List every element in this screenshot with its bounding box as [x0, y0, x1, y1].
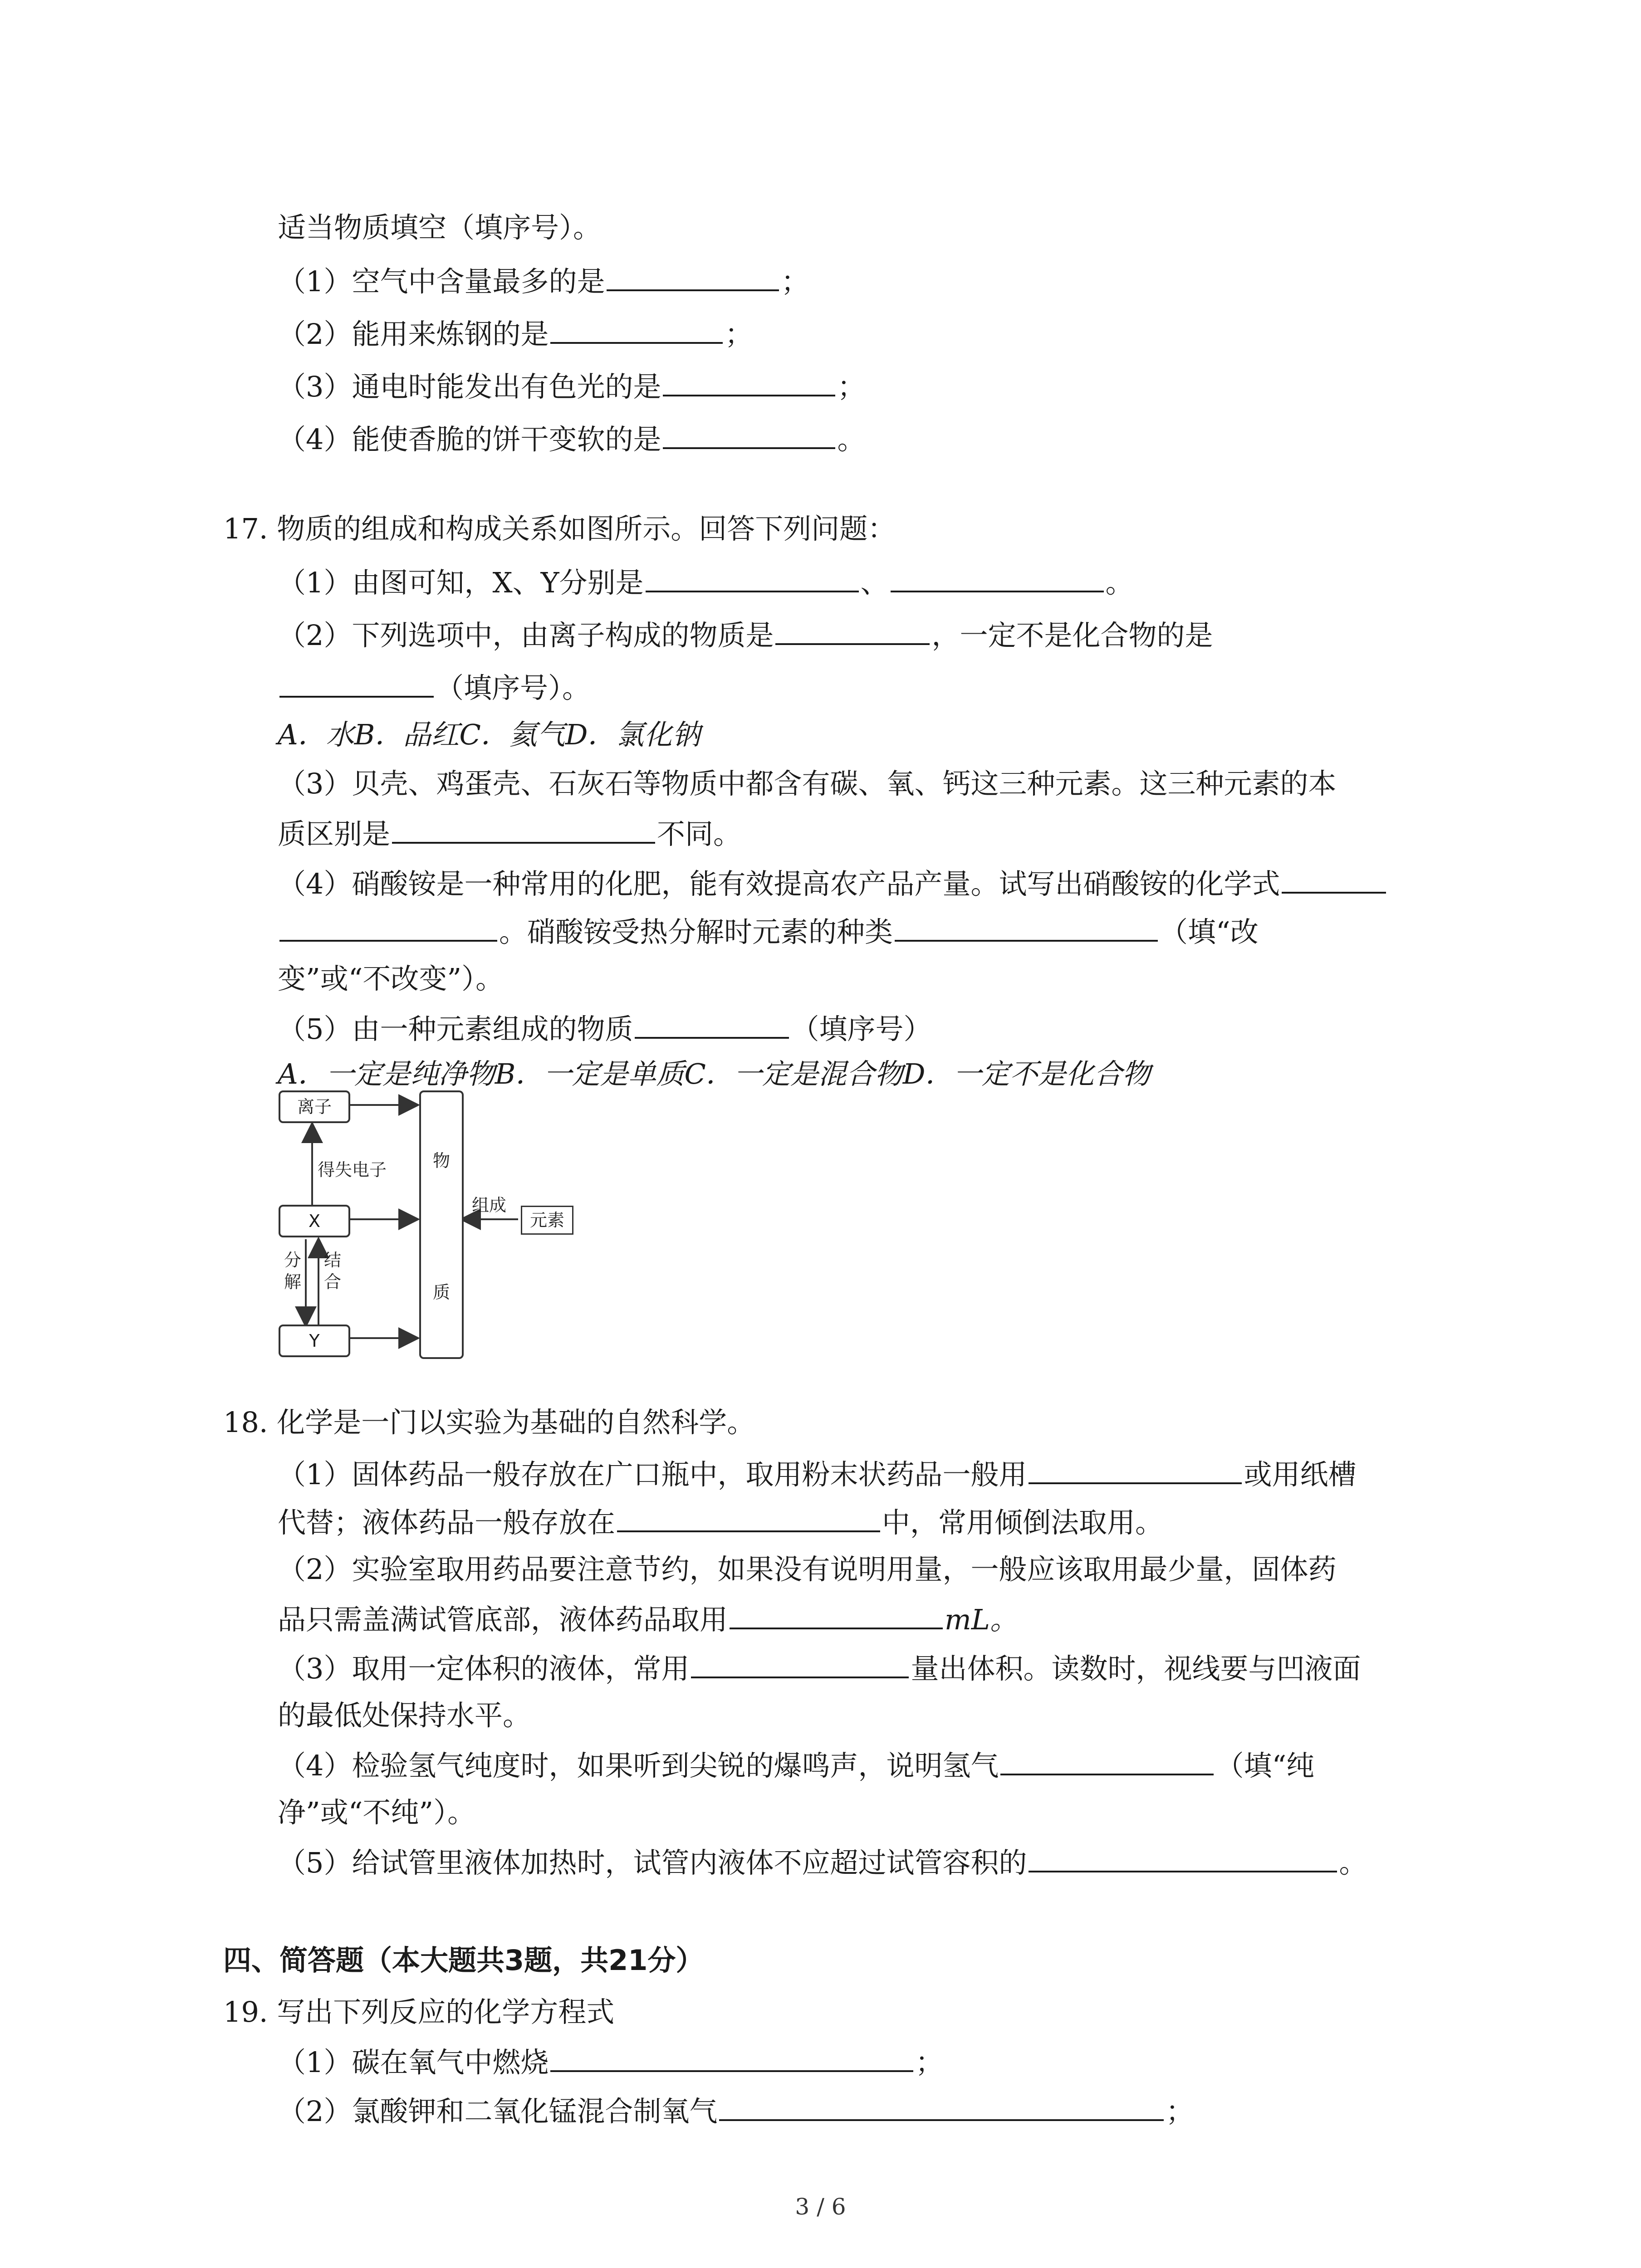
q16-item-3-text: （3）通电时能发出有色光的是 [278, 370, 661, 403]
answer-blank[interactable] [550, 2043, 913, 2072]
q19-p1-end: ； [915, 2046, 944, 2079]
q17-part-1 [278, 563, 1134, 601]
answer-blank[interactable] [646, 563, 859, 592]
q18-p1-text: （1）固体药品一般存放在广口瓶中，取用粉末状药品一般用 [278, 1458, 1027, 1491]
q17-p1-sep: 、 [860, 566, 889, 599]
q17-part-5-options: A．一定是纯净物B．一定是单质C．一定是混合物D．一定不是化合物 [278, 1057, 1151, 1090]
answer-blank[interactable] [663, 420, 835, 449]
q17-part-5 [278, 1010, 931, 1047]
q17-part-4-line3: 变”或“不改变”）。 [278, 962, 504, 995]
section-heading: 四、简答题（本大题共3题，共21分） [223, 1944, 704, 1977]
q18-p3-text: （3）取用一定体积的液体，常用 [278, 1652, 690, 1685]
q17-p5-end: （填序号） [791, 1012, 932, 1046]
q16-item-4 [278, 420, 865, 458]
q17-p4-mid: 。硝酸铵受热分解时元素的种类 [499, 915, 893, 948]
answer-blank[interactable] [663, 367, 835, 396]
element-box: 元素 [521, 1206, 573, 1235]
q17-p1-text: （1）由图可知，X、Y分别是 [278, 566, 644, 599]
q16-item-2-text: （2）能用来炼钢的是 [278, 318, 549, 351]
answer-blank[interactable] [691, 1649, 909, 1678]
q18-p2-text: 品只需盖满试管底部，液体药品取用 [278, 1603, 728, 1636]
q18-p1-line2-text: 代替；液体药品一般存放在 [278, 1506, 616, 1539]
substance-box [419, 1090, 464, 1359]
q17-part-4-line1 [278, 865, 1388, 902]
gain-lose-electron-label: 得失电子 [318, 1160, 387, 1180]
q17-p3-text: 质区别是 [278, 817, 391, 850]
q16-item-1-text: （1）空气中含量最多的是 [278, 265, 605, 298]
answer-blank[interactable] [1029, 1455, 1242, 1484]
q17-p1-end: 。 [1105, 566, 1134, 599]
q18-p3-end: 量出体积。读数时，视线要与凹液面 [911, 1652, 1361, 1685]
x-box: X [279, 1205, 350, 1237]
q16-item-2 [278, 315, 753, 352]
substance-char-bottom: 质 [432, 1282, 450, 1302]
q18-p2-unit: mL。 [945, 1603, 1018, 1636]
answer-blank[interactable] [1000, 1746, 1214, 1775]
q17-p2-text: （2）下列选项中，由离子构成的物质是 [278, 619, 774, 652]
q19-title: 19. 写出下列反应的化学方程式 [223, 1995, 615, 2028]
answer-blank[interactable] [895, 913, 1158, 942]
q18-part-1-line2 [278, 1503, 1163, 1541]
q16-item-4-end: 。 [837, 423, 866, 456]
q19-p2-text: （2）氯酸钾和二氧化锰混合制氧气 [278, 2095, 718, 2128]
q17-p4-end: （填“改 [1160, 915, 1259, 948]
q18-part-3-line1 [278, 1649, 1361, 1687]
q18-part-4-line2: 净”或“不纯”）。 [278, 1796, 476, 1829]
q17-p5-text: （5）由一种元素组成的物质 [278, 1012, 633, 1046]
q17-p4-text: （4）硝酸铵是一种常用的化肥，能有效提高农产品产量。试写出硝酸铵的化学式 [278, 867, 1280, 900]
q17-title: 17. 物质的组成和构成关系如图所示。回答下列问题： [223, 512, 896, 545]
q18-part-4-line1 [278, 1746, 1314, 1784]
q19-part-2 [278, 2092, 1194, 2130]
page-number: 3 / 6 [795, 2194, 846, 2220]
answer-blank[interactable] [617, 1503, 880, 1532]
answer-blank[interactable] [607, 262, 779, 291]
q18-p4-text: （4）检验氢气纯度时，如果听到尖锐的爆鸣声，说明氢气 [278, 1749, 999, 1782]
q18-part-3-line2: 的最低处保持水平。 [278, 1699, 531, 1732]
ion-box: 离子 [279, 1090, 350, 1123]
q17-part-4-line2 [278, 913, 1259, 950]
q16-item-1-end: ； [781, 265, 809, 298]
q18-p5-text: （5）给试管里液体加热时，试管内液体不应超过试管容积的 [278, 1846, 1027, 1879]
q18-p5-end: 。 [1339, 1846, 1367, 1879]
q18-part-5 [278, 1843, 1367, 1881]
answer-blank[interactable] [1282, 865, 1386, 894]
q19-p2-end: ； [1166, 2095, 1194, 2128]
substance-char-top: 物 [432, 1151, 450, 1171]
q18-p4-end: （填“纯 [1215, 1749, 1315, 1782]
q16-intro: 适当物质填空（填序号）。 [278, 211, 602, 244]
q19-p1-text: （1）碳在氧气中燃烧 [278, 2046, 549, 2079]
answer-blank[interactable] [392, 815, 655, 844]
answer-blank[interactable] [775, 616, 930, 645]
q16-item-3 [278, 367, 865, 405]
q18-part-2-line1: （2）实验室取用药品要注意节约，如果没有说明用量，一般应该取用最少量，固体药 [278, 1553, 1337, 1586]
decompose-label: 分解 [284, 1250, 302, 1292]
q16-item-2-end: ； [725, 318, 753, 351]
q16-item-1 [278, 262, 809, 300]
q18-p1-end: 或用纸槽 [1244, 1458, 1357, 1491]
q17-part-2-cont [278, 669, 590, 706]
q17-part-2-options: A．水B．品红C．氦气D．氯化钠 [278, 718, 700, 751]
q18-p1-line2-end: 中，常用倾倒法取用。 [882, 1506, 1164, 1539]
y-box: Y [279, 1325, 350, 1357]
q17-part-2 [278, 616, 1213, 654]
answer-blank[interactable] [730, 1600, 943, 1629]
combine-label: 结合 [324, 1250, 342, 1292]
q16-item-4-text: （4）能使香脆的饼干变软的是 [278, 423, 661, 456]
answer-blank[interactable] [550, 315, 723, 344]
answer-blank[interactable] [1029, 1843, 1337, 1872]
answer-blank[interactable] [279, 913, 497, 942]
q17-p2-end: （填序号）。 [436, 671, 591, 704]
q17-p3-end: 不同。 [657, 817, 742, 850]
q19-part-1 [278, 2043, 943, 2081]
compose-label: 组成 [472, 1195, 507, 1215]
answer-blank[interactable] [719, 2092, 1164, 2121]
composition-diagram [272, 1089, 599, 1379]
q17-part-3-line2 [278, 815, 741, 852]
q17-p2-mid: ，一定不是化合物的是 [931, 619, 1213, 652]
q18-part-1-line1 [278, 1455, 1356, 1493]
q16-item-3-end: ； [837, 370, 866, 403]
q17-part-3-line1: （3）贝壳、鸡蛋壳、石灰石等物质中都含有碳、氧、钙这三种元素。这三种元素的本 [278, 767, 1337, 800]
q18-title: 18. 化学是一门以实验为基础的自然科学。 [223, 1406, 755, 1439]
answer-blank[interactable] [635, 1010, 789, 1039]
q18-part-2-line2 [278, 1600, 1018, 1638]
answer-blank[interactable] [279, 669, 434, 698]
answer-blank[interactable] [891, 563, 1104, 592]
